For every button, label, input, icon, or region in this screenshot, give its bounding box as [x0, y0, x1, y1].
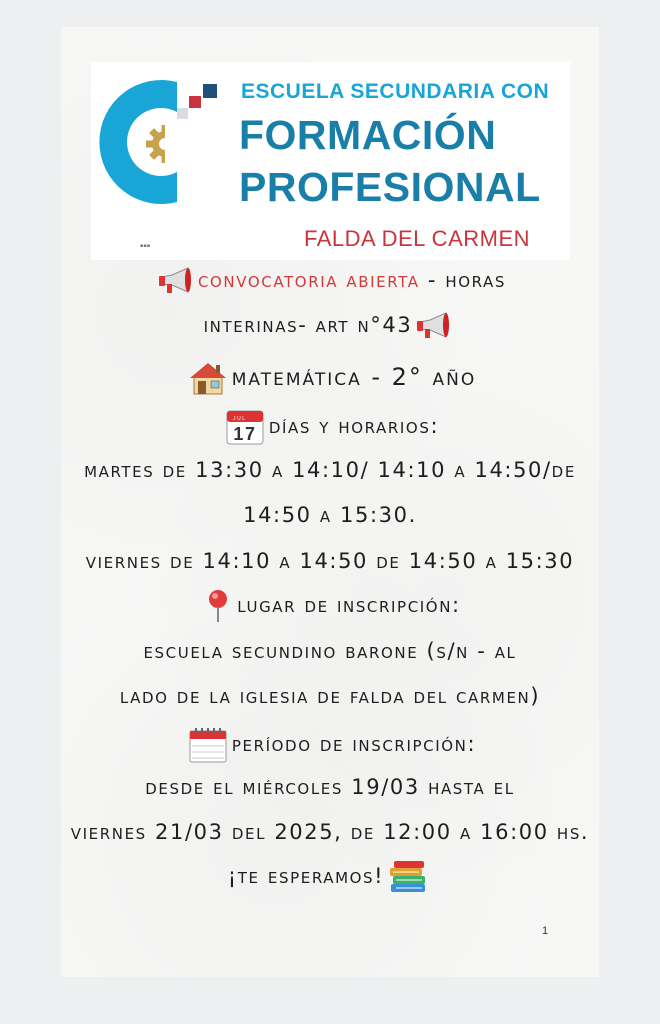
- subject-text: matemática - 2° año: [231, 363, 477, 391]
- schedule-line-3: viernes de 14:10 a 14:50 de 14:50 a 15:30: [85, 549, 575, 573]
- period-heading-line: [61, 726, 599, 764]
- calendar-icon: [225, 408, 265, 446]
- house-icon: [188, 360, 228, 396]
- announcement-line-1: [61, 265, 599, 296]
- announcement-line-2: [61, 310, 599, 341]
- megaphone-icon: [158, 266, 194, 296]
- schedule-heading: días y horarios:: [268, 414, 440, 438]
- place-line-1: escuela secundino barone (s/n - al: [143, 639, 517, 663]
- logo-line-1: ESCUELA SECUNDARIA CON: [241, 80, 550, 103]
- period-line-2: viernes 21/03 del 2025, de 12:00 a 16:00 hs.: [70, 820, 590, 844]
- pushpin-icon: [203, 588, 233, 624]
- school-logo: [91, 62, 570, 260]
- place-heading-line: [61, 588, 599, 624]
- logo-line-2: FORMACIÓN: [239, 112, 497, 158]
- logo-line-3: PROFESIONAL: [239, 164, 541, 210]
- calendar-day: 17: [233, 424, 257, 444]
- announcement-rest: - horas: [419, 268, 507, 292]
- school-emblem-icon: [97, 74, 217, 214]
- calendar-month: JUL: [232, 415, 247, 422]
- schedule-line-2: 14:50 a 15:30.: [243, 503, 417, 527]
- period-heading: período de inscripción:: [231, 732, 477, 756]
- place-line-2: lado de la iglesia de falda del carmen): [119, 684, 541, 708]
- megaphone-icon: [416, 311, 452, 341]
- announcement-detail: interinas- art n°43: [203, 313, 413, 337]
- schedule-heading-line: [61, 408, 599, 446]
- place-heading: lugar de inscripción:: [237, 593, 461, 617]
- logo-line-4: FALDA DEL CARMEN: [304, 226, 531, 251]
- subject-line: [61, 360, 599, 396]
- period-line-1: desde el miércoles 19/03 hasta el: [145, 775, 515, 799]
- books-icon: [388, 860, 428, 894]
- closing-line: [61, 860, 599, 894]
- schedule-line-1: martes de 13:30 a 14:10/ 14:10 a 14:50/de: [84, 458, 576, 482]
- spiral-calendar-icon: [188, 726, 228, 764]
- announcement-highlight: convocatoria abierta: [197, 268, 420, 292]
- closing-text: ¡te esperamos!: [227, 864, 385, 888]
- page-number: 1: [542, 925, 549, 937]
- logo-fineprint: ▪▪▪: [140, 243, 151, 249]
